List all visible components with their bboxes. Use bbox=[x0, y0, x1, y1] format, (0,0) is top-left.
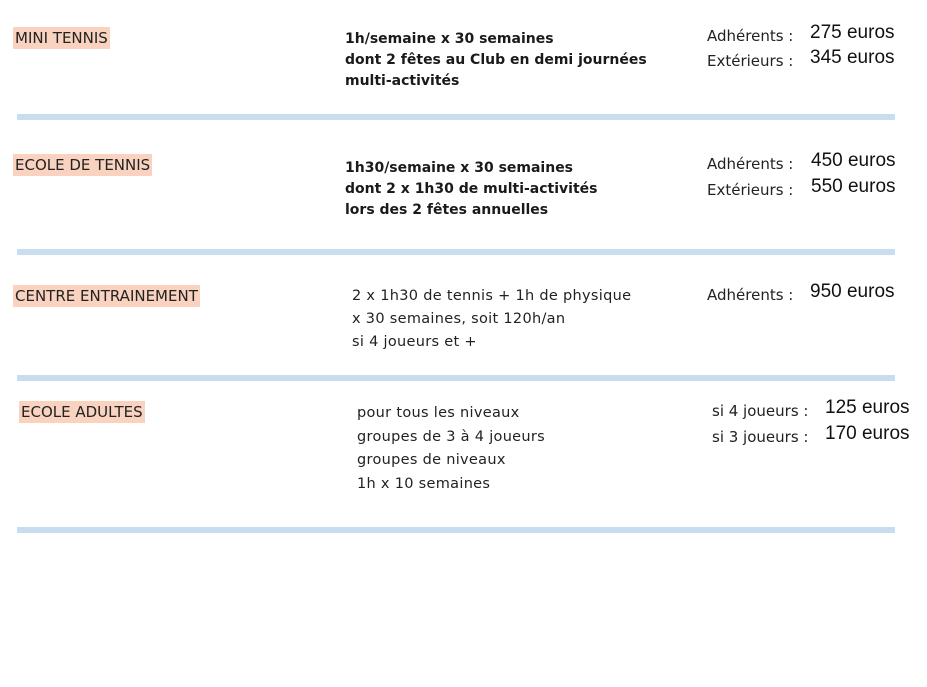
price-row-exterieurs bbox=[707, 47, 907, 73]
price-label: si 4 joueurs : bbox=[712, 402, 809, 420]
section-title-mini-tennis: MINI TENNIS bbox=[15, 29, 108, 47]
price-value: 170 euros bbox=[825, 423, 910, 444]
section-title-centre-entrainement: CENTRE ENTRAINEMENT bbox=[15, 287, 198, 305]
description-line: 1h x 10 semaines bbox=[357, 475, 491, 492]
description-line: 2 x 1h30 de tennis + 1h de physique bbox=[352, 288, 632, 304]
price-label: Adhérents : bbox=[707, 155, 794, 173]
description-line: pour tous les niveaux bbox=[357, 405, 520, 421]
price-row-adherents bbox=[707, 150, 907, 176]
price-row-3-joueurs bbox=[712, 423, 912, 449]
price-value: 450 euros bbox=[811, 150, 896, 171]
description-line: groupes de 3 à 4 joueurs bbox=[357, 428, 546, 445]
description-line: multi-activités bbox=[345, 73, 460, 89]
section-title-ecole-de-tennis: ECOLE DE TENNIS bbox=[15, 156, 151, 174]
price-label: Adhérents : bbox=[707, 27, 794, 45]
section-divider bbox=[17, 375, 895, 381]
section-description-ecole-adultes bbox=[357, 402, 545, 496]
section-divider bbox=[17, 527, 895, 533]
section-description-ecole-de-tennis bbox=[345, 158, 598, 221]
description-line: dont 2 x 1h30 de multi-activités bbox=[345, 181, 598, 197]
description-line: x 30 semaines, soit 120h/an bbox=[352, 311, 566, 327]
description-line: dont 2 fêtes au Club en demi journées bbox=[345, 52, 647, 68]
description-line: groupes de niveaux bbox=[357, 452, 506, 468]
price-label: Extérieurs : bbox=[707, 181, 794, 199]
price-value: 345 euros bbox=[810, 47, 895, 68]
price-value: 125 euros bbox=[825, 397, 910, 418]
description-line: 1h/semaine x 30 semaines bbox=[345, 31, 554, 47]
price-row-adherents bbox=[707, 281, 907, 307]
section-description-mini-tennis bbox=[345, 29, 647, 92]
section-divider bbox=[17, 114, 895, 120]
price-label: si 3 joueurs : bbox=[712, 428, 809, 446]
description-line: 1h30/semaine x 30 semaines bbox=[345, 160, 574, 176]
price-value: 275 euros bbox=[810, 22, 895, 43]
description-line: si 4 joueurs et + bbox=[352, 334, 477, 350]
price-value: 950 euros bbox=[810, 281, 895, 302]
section-divider bbox=[17, 249, 895, 255]
price-value: 550 euros bbox=[811, 176, 896, 197]
price-row-adherents bbox=[707, 22, 907, 48]
section-description-centre-entrainement bbox=[352, 285, 631, 354]
price-row-4-joueurs bbox=[712, 397, 912, 423]
price-row-exterieurs bbox=[707, 176, 907, 202]
description-line: lors des 2 fêtes annuelles bbox=[345, 202, 549, 218]
price-label: Extérieurs : bbox=[707, 52, 794, 70]
section-title-ecole-adultes: ECOLE ADULTES bbox=[21, 403, 143, 421]
price-label: Adhérents : bbox=[707, 286, 794, 304]
